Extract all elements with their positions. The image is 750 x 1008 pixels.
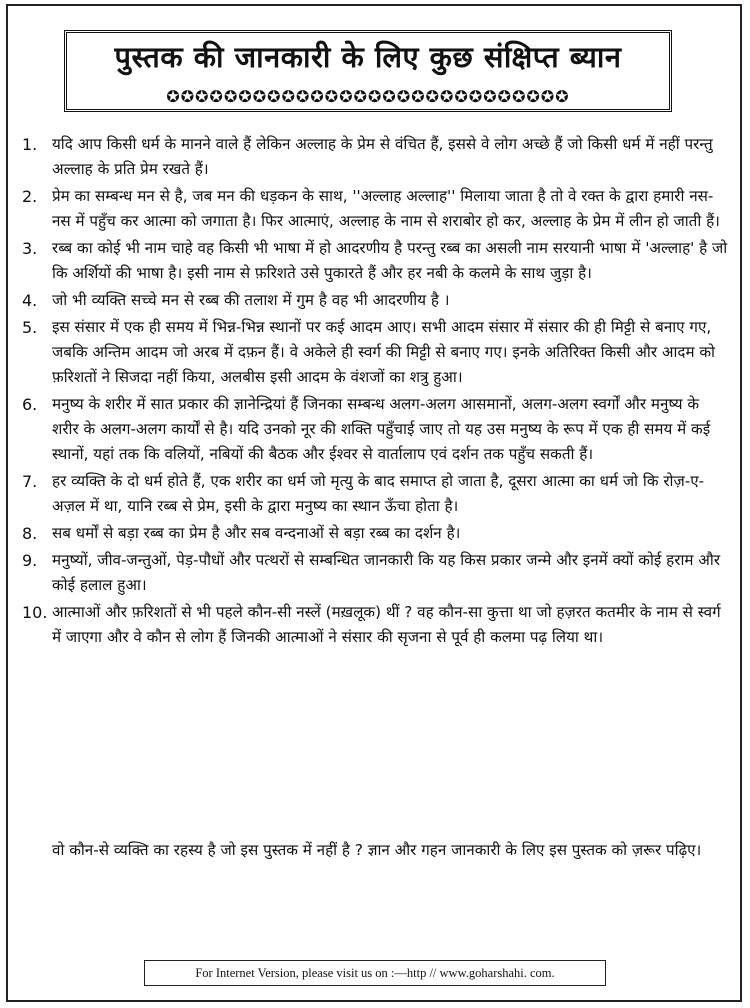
list-item bbox=[22, 548, 728, 598]
item-number: 8. bbox=[22, 524, 38, 543]
list-item bbox=[22, 315, 728, 390]
item-text: मनुष्यों, जीव-जन्तुओं, पेड़-पौधों और पत्थरों से सम्बन्धित जानकारी कि यह किस प्रकार जन्मे और इनमें क्यों कोई हराम और कोई हलाल हुआ। bbox=[52, 551, 721, 594]
item-text: जो भी व्यक्ति सच्चे मन से रब्ब की तलाश में गुम है वह भी आदरणीय है । bbox=[52, 291, 450, 309]
item-number: 5. bbox=[22, 318, 38, 337]
list-item bbox=[22, 600, 728, 650]
item-number: 2. bbox=[22, 187, 38, 206]
item-text: प्रेम का सम्बन्ध मन से है, जब मन की धड़कन के साथ, ''अल्लाह अल्लाह'' मिलाया जाता है तो वे रक्त के द्वारा हमारी नस-नस में पहुँच कर आत्मा को जगाता है। फिर आत्माएं, अल्लाह के नाम से शराबोर हो कर, अल्लाह के प्रेम में लीन हो जाती हैं। bbox=[52, 187, 720, 230]
item-text: मनुष्य के शरीर में सात प्रकार की ज्ञानेन्द्रियां हैं जिनका सम्बन्ध अलग-अलग आसमानों, अलग-अलग स्वर्गों और मनुष्य के शरीर के अलग-अलग कार्यों से है। यदि उनको नूर की शक्ति पहुँचाई जाए तो यह उस मनुष्य के रूप में एक ही समय में कई स्थानों, यहां तक कि वलियों, नबियों की बैठक और ईश्वर से वार्तालाप एवं दर्शन तक पहुँच सकती हैं। bbox=[52, 395, 711, 463]
item-text: यदि आप किसी धर्म के मानने वाले हैं लेकिन अल्लाह के प्रेम से वंचित हैं, इससे वे लोग अच्छे हैं जो किसी धर्म में नहीं परन्तु अल्लाह के प्रति प्रेम रखते हैं। bbox=[52, 135, 713, 178]
list-item bbox=[22, 184, 728, 234]
item-number: 1. bbox=[22, 135, 38, 154]
list-item bbox=[22, 521, 728, 546]
items-list bbox=[22, 132, 728, 652]
list-item bbox=[22, 132, 728, 182]
page-title: पुस्तक की जानकारी के लिए कुछ संक्षिप्त ब्यान bbox=[114, 40, 622, 74]
item-number: 7. bbox=[22, 472, 38, 491]
item-number: 9. bbox=[22, 551, 38, 570]
item-text: इस संसार में एक ही समय में भिन्न-भिन्न स्थानों पर कई आदम आए। सभी आदम संसार में संसार की ही मिट्टी से बनाए गए, जबकि अन्तिम आदम जो अरब में दफ़न हैं। वे अकेले ही स्वर्ग की मिट्टी से बनाए गए। इनके अतिरिक्त किसी और आदम को फ़रिशतों ने सिजदा नहीं किया, अलबीस इसी आदम के वंशजों का शत्रु हुआ। bbox=[52, 318, 715, 386]
footer-note: For Internet Version, please visit us on :—http // www.goharshahi. com. bbox=[144, 960, 606, 986]
list-item bbox=[22, 236, 728, 286]
item-number: 10. bbox=[22, 603, 48, 622]
item-text: सब धर्मों से बड़ा रब्ब का प्रेम है और सब वन्दनाओं से बड़ा रब्ब का दर्शन है। bbox=[52, 524, 461, 542]
item-text: आत्माओं और फ़रिशतों से भी पहले कौन-सी नस्लें (मख़लूक) थीं ? वह कौन-सा कुत्ता था जो हज़रत कतमीर के नाम से स्वर्ग में जाएगा और वे कौन से लोग हैं जिनकी आत्माओं ने संसार की सृजना से पूर्व ही कलमा पढ़ लिया था। bbox=[52, 603, 721, 646]
list-item bbox=[22, 288, 728, 313]
closing-paragraph: वो कौन-से व्यक्ति का रहस्य है जो इस पुस्तक में नहीं है ? ज्ञान और गहन जानकारी के लिए इस पुस्तक को ज़रूर पढ़िए। bbox=[52, 841, 702, 859]
item-number: 6. bbox=[22, 395, 38, 414]
item-number: 4. bbox=[22, 291, 38, 310]
item-text: हर व्यक्ति के दो धर्म होते हैं, एक शरीर का धर्म जो मृत्यु के बाद समाप्त हो जाता है, दूसरा आत्मा का धर्म जो कि रोज़-ए-अज़ल में था, यानि रब्ब से प्रेम, इसी के द्वारा मनुष्य का स्थान ऊँचा होता है। bbox=[52, 472, 705, 515]
item-text: रब्ब का कोई भी नाम चाहे वह किसी भी भाषा में हो आदरणीय है परन्तु रब्ब का असली नाम सरयानी भाषा में 'अल्लाह' है जो कि अर्शियों की भाषा है। इसी नाम से फ़रिशते उसे पुकारते हैं और हर नबी के कलमे के साथ जुड़ा है। bbox=[52, 239, 728, 282]
item-number: 3. bbox=[22, 239, 38, 258]
list-item bbox=[22, 469, 728, 519]
title-box bbox=[64, 30, 672, 112]
ornament-row: ✪✪✪✪✪✪✪✪✪✪✪✪✪✪✪✪✪✪✪✪✪✪✪✪✪✪✪✪ bbox=[166, 87, 570, 106]
list-item bbox=[22, 392, 728, 467]
